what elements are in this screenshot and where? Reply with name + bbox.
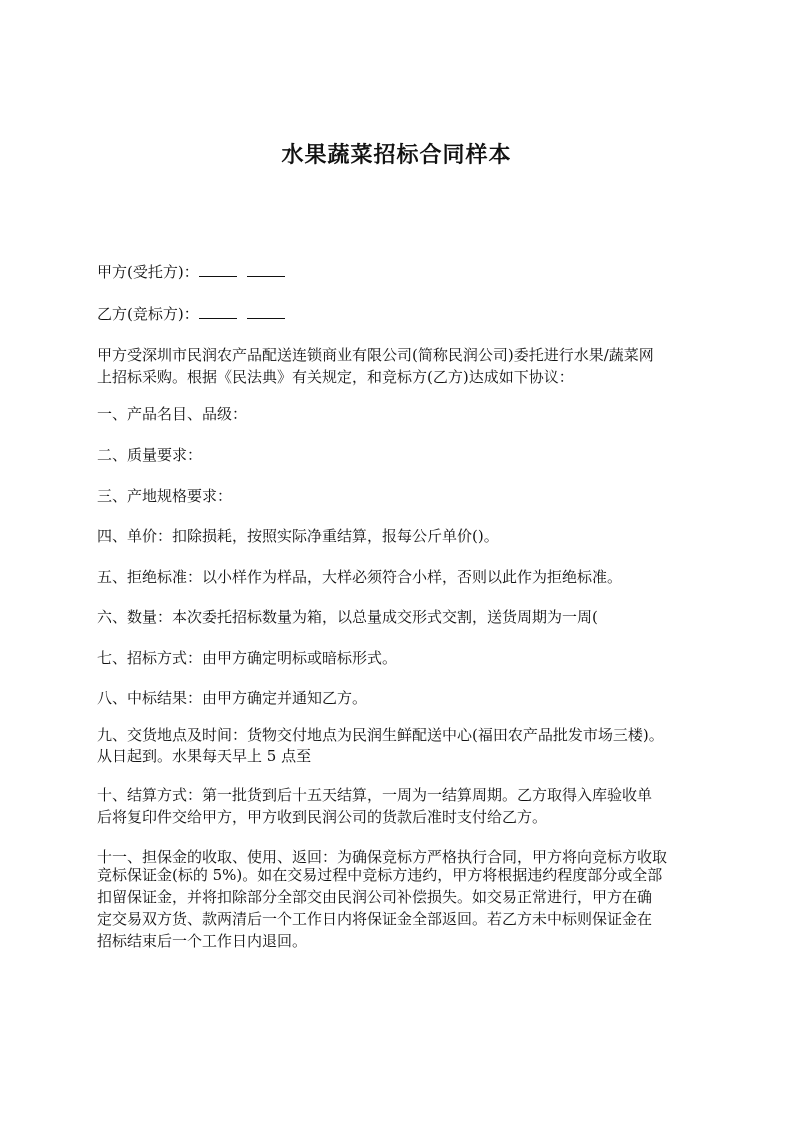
clause-8: 八、中标结果：由甲方确定并通知乙方。	[97, 689, 368, 707]
clause-1: 一、产品名目、品级：	[97, 405, 248, 423]
clause-7: 七、招标方式：由甲方确定明标或暗标形式。	[97, 649, 398, 667]
party-a-line	[97, 261, 717, 283]
clause-10-line: 十、结算方式：第一批货到后十五天结算，一周为一结算周期。乙方取得入库验收单	[97, 786, 653, 804]
party-a-blank-1	[199, 262, 237, 277]
document-title: 水果蔬菜招标合同样本	[281, 143, 512, 168]
intro-line: 上招标采购。根据《民法典》有关规定，和竞标方(乙方)达成如下协议：	[97, 368, 574, 386]
clause-10-line: 后将复印件交给甲方，甲方收到民润公司的货款后准时支付给乙方。	[97, 808, 548, 826]
clause-9-line: 九、交货地点及时间：货物交付地点为民润生鲜配送中心(福田农产品批发市场三楼)。	[97, 726, 664, 744]
clause-5: 五、拒绝标准：以小样作为样品，大样必须符合小样，否则以此作为拒绝标准。	[97, 568, 623, 586]
party-a-label: 甲方(受托方)：	[97, 263, 199, 281]
clause-11-line: 竞标保证金(标的 5%)。如在交易过程中竞标方违约，甲方将根据违约程度部分或全部	[97, 866, 663, 884]
party-b-blank-2	[247, 304, 285, 319]
clause-2: 二、质量要求：	[97, 446, 203, 464]
clause-3: 三、产地规格要求：	[97, 487, 233, 505]
clause-9-line: 从日起到。水果每天早上 5 点至	[97, 747, 312, 765]
clause-11-line: 扣留保证金，并将扣除部分全部交由民润公司补偿损失。如交易正常进行，甲方在确	[97, 888, 653, 906]
party-b-line	[97, 303, 717, 325]
clause-11-line: 定交易双方货、款两清后一个工作日内将保证金全部返回。若乙方未中标则保证金在	[97, 910, 653, 928]
party-a-blank-2	[247, 262, 285, 277]
clause-11-line: 招标结束后一个工作日内退回。	[97, 932, 308, 950]
clause-4: 四、单价：扣除损耗，按照实际净重结算，报每公斤单价()。	[97, 527, 499, 545]
clause-11-line: 十一、担保金的收取、使用、返回：为确保竞标方严格执行合同，甲方将向竞标方收取	[97, 848, 668, 866]
intro-line: 甲方受深圳市民润农产品配送连锁商业有限公司(简称民润公司)委托进行水果/蔬菜网	[97, 346, 654, 364]
clause-6: 六、数量：本次委托招标数量为箱，以总量成交形式交割，送货周期为一周(	[97, 608, 598, 626]
party-b-blank-1	[199, 304, 237, 319]
party-b-label: 乙方(竞标方)：	[97, 305, 199, 323]
